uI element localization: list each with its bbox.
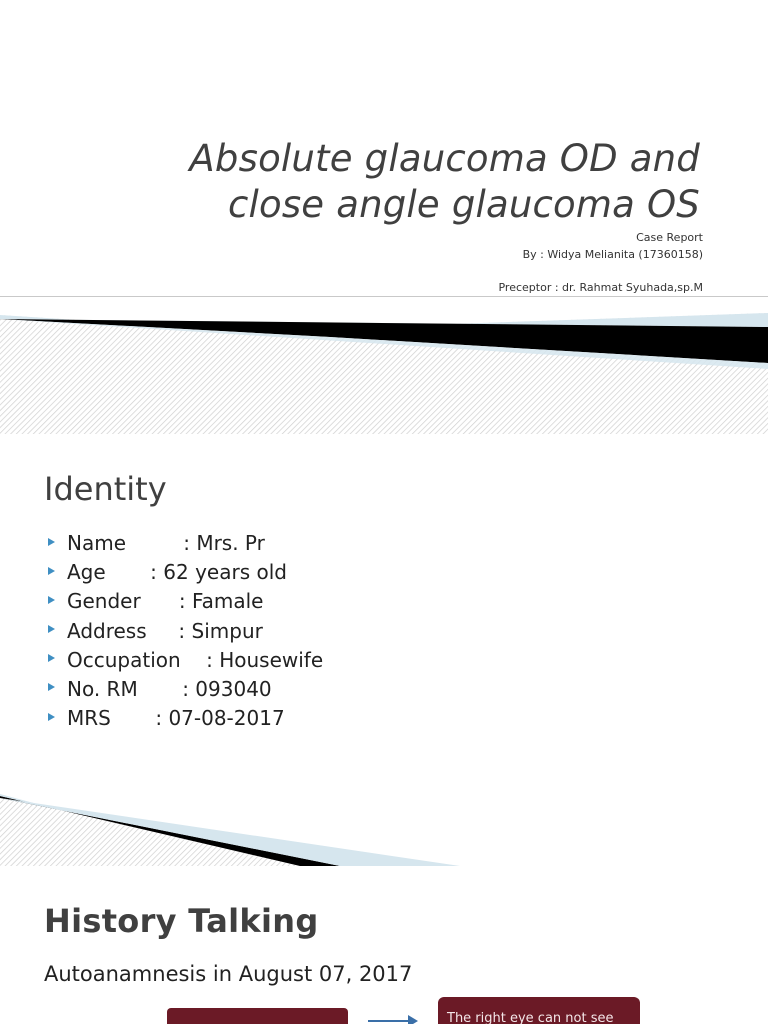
list-item: Age : 62 years old <box>48 558 323 587</box>
preceptor-line: Preceptor : dr. Rahmat Syuhada,sp.M <box>498 281 703 294</box>
flowchart-box-left <box>167 1008 348 1024</box>
bullet-icon <box>48 713 55 721</box>
decorative-band-bottom <box>0 780 768 866</box>
title-slide <box>0 0 768 296</box>
arrow-right-icon <box>368 1014 418 1024</box>
list-item: Address : Simpur <box>48 617 323 646</box>
bullet-icon <box>48 596 55 604</box>
bullet-icon <box>48 567 55 575</box>
history-heading: History Talking <box>44 902 319 940</box>
bullet-icon <box>48 683 55 691</box>
list-item: Gender : Famale <box>48 587 323 616</box>
decorative-band-top <box>0 297 768 434</box>
list-item: MRS : 07-08-2017 <box>48 704 323 733</box>
report-type-label: Case Report <box>636 231 703 244</box>
slide-title: Absolute glaucoma OD and close angle glaucoma OS <box>189 137 700 226</box>
identity-list <box>48 529 323 733</box>
autoanamnesis-line: Autoanamnesis in August 07, 2017 <box>44 962 413 986</box>
bullet-icon <box>48 654 55 662</box>
identity-heading: Identity <box>44 470 167 508</box>
flowchart-box-right: The right eye can not see <box>438 997 640 1024</box>
list-item: Name : Mrs. Pr <box>48 529 323 558</box>
list-item: Occupation : Housewife <box>48 646 323 675</box>
author-line: By : Widya Melianita (17360158) <box>522 248 703 261</box>
list-item: No. RM : 093040 <box>48 675 323 704</box>
bullet-icon <box>48 625 55 633</box>
bullet-icon <box>48 538 55 546</box>
